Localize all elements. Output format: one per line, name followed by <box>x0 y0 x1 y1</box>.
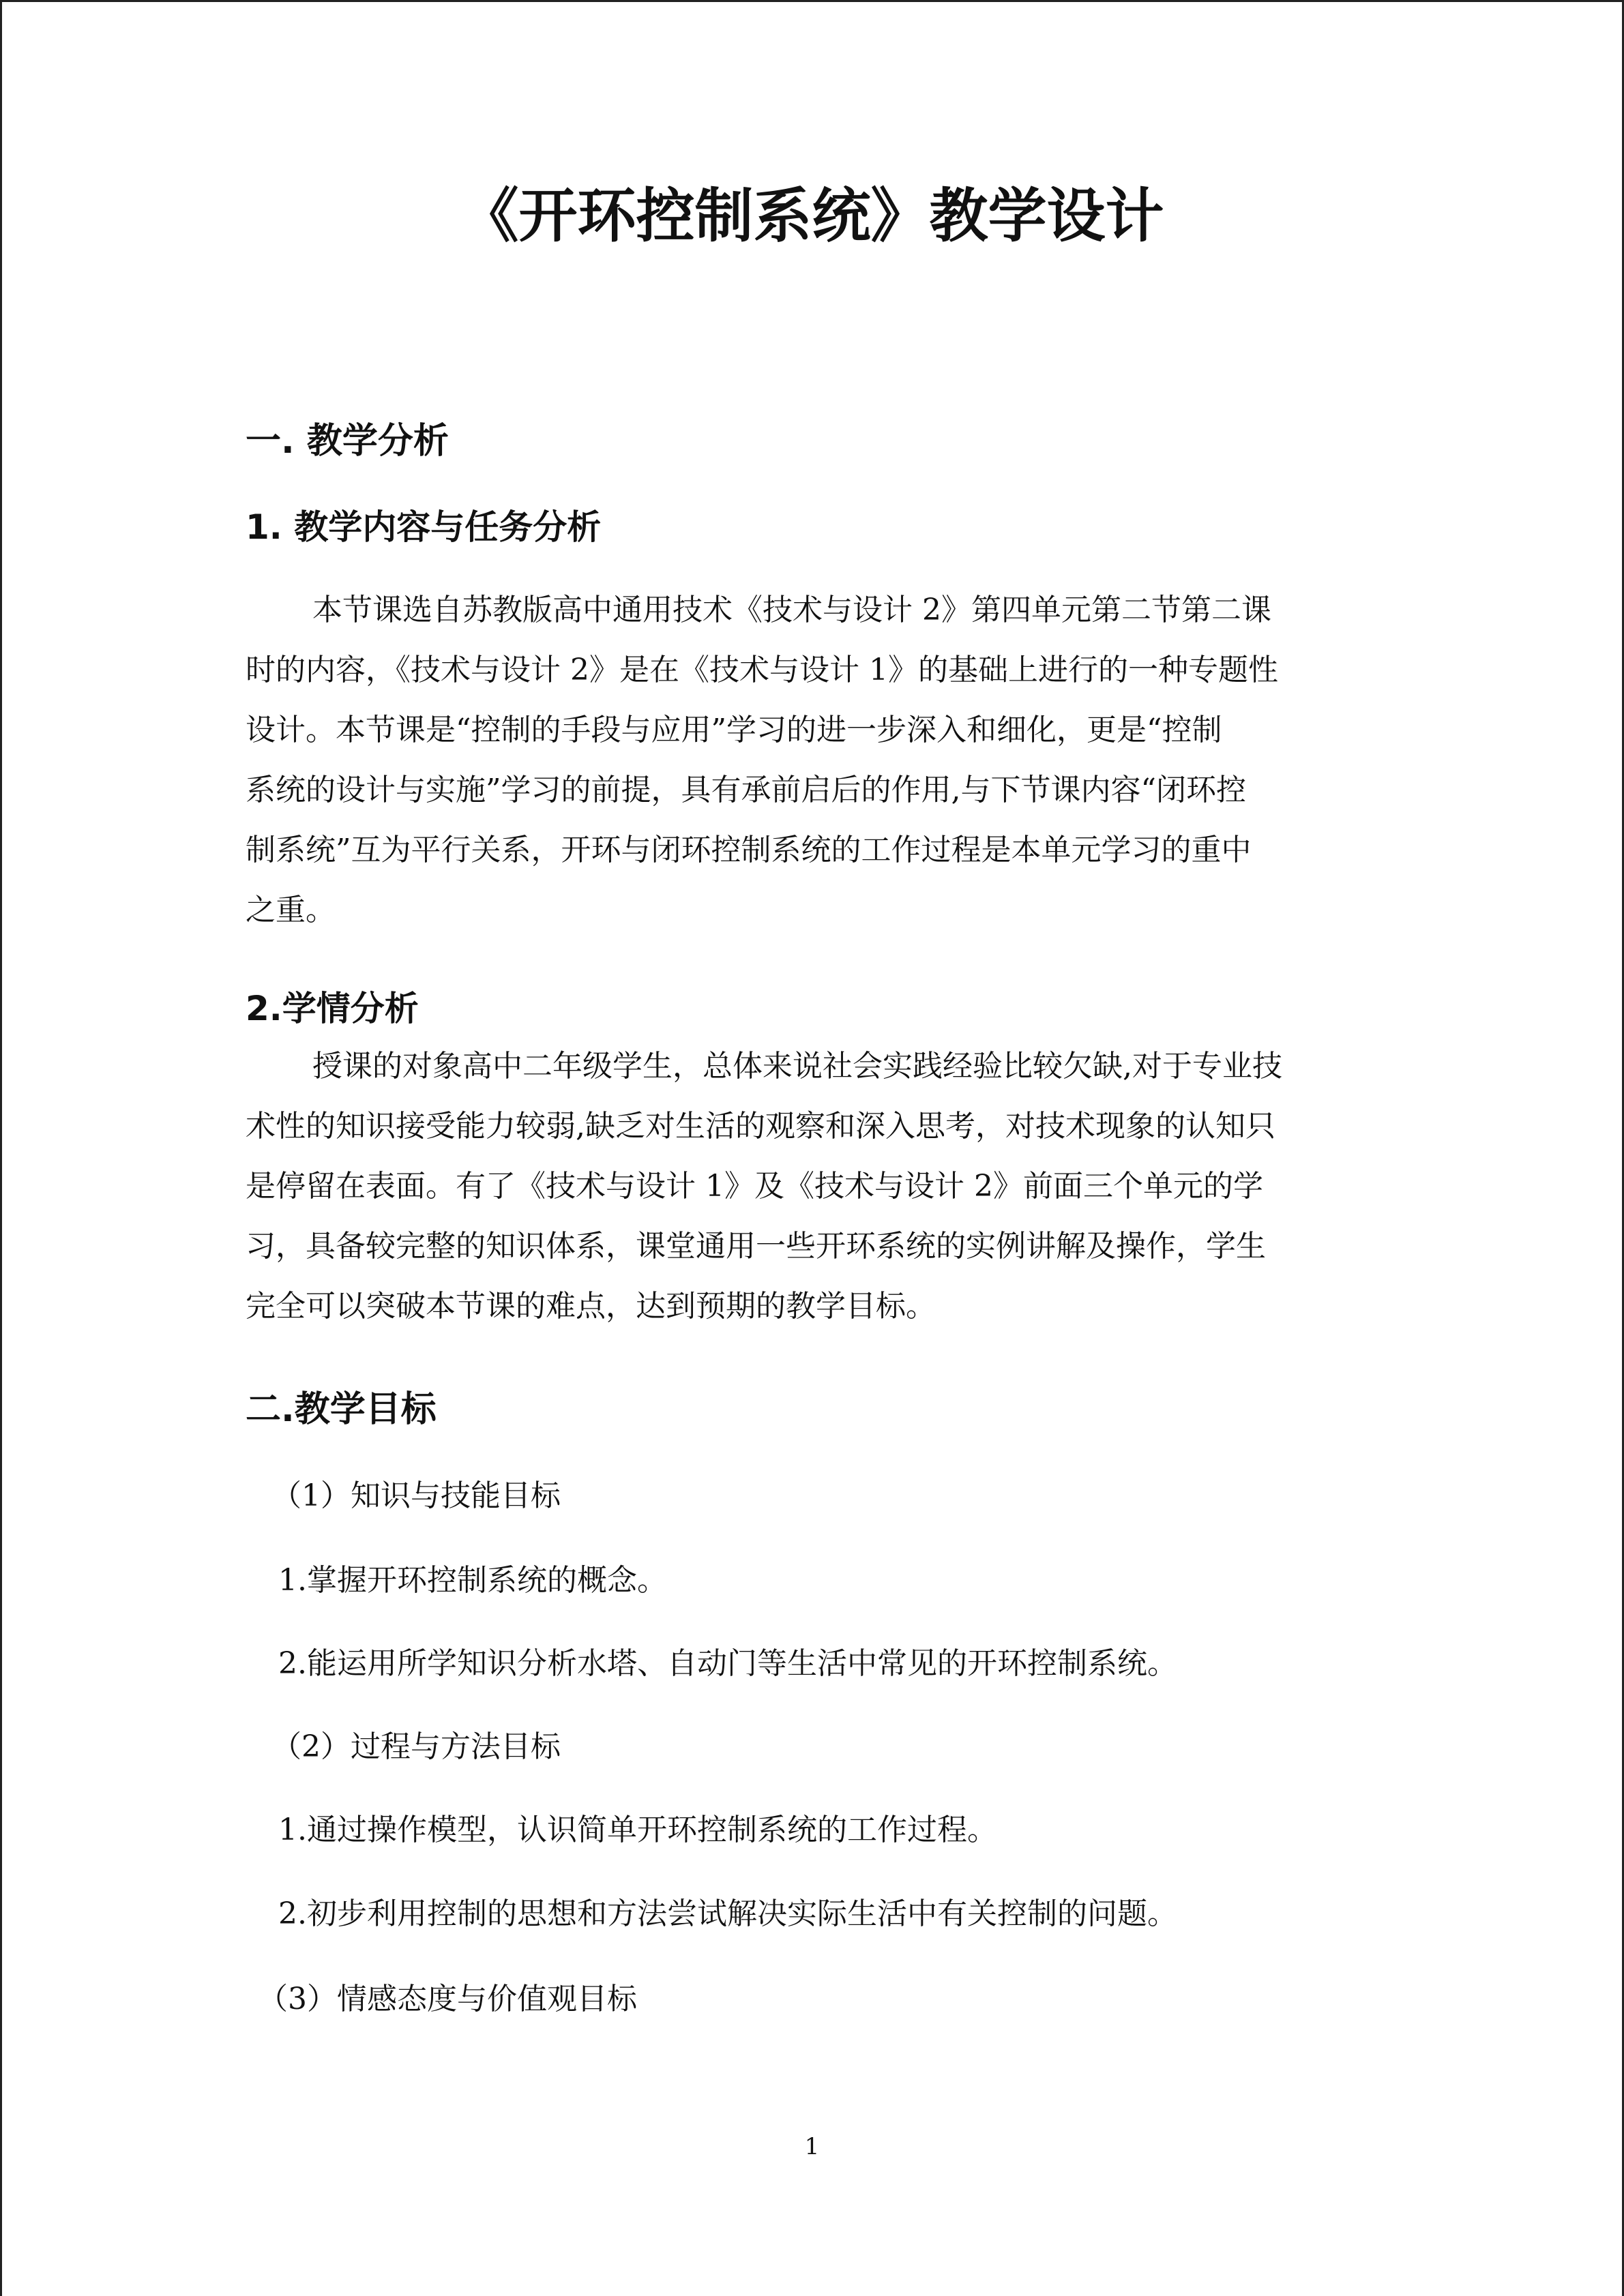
objective-item: 1.通过操作模型，认识简单开环控制系统的工作过程。 <box>278 1813 997 1847</box>
page-border-left <box>0 0 2 2296</box>
objective-item: 1.掌握开环控制系统的概念。 <box>278 1563 667 1598</box>
paragraph-line: 术性的知识接受能力较弱,缺乏对生活的观察和深入思考，对技术现象的认知只 <box>246 1109 1275 1144</box>
page-number: 1 <box>804 2133 820 2160</box>
subsection-heading-content-analysis: 1. 教学内容与任务分析 <box>246 507 602 547</box>
objective-heading-process-methods: （2）过程与方法目标 <box>271 1729 561 1764</box>
section-heading-teaching-analysis: 一. 教学分析 <box>246 421 449 462</box>
objective-item: 2.能运用所学知识分析水塔、自动门等生活中常见的开环控制系统。 <box>278 1646 1177 1681</box>
paragraph-line: 是停留在表面。有了《技术与设计 1》及《技术与设计 2》前面三个单元的学 <box>246 1169 1263 1204</box>
paragraph-line: 制系统”互为平行关系，开环与闭环控制系统的工作过程是本单元学习的重中 <box>246 833 1252 867</box>
paragraph-line: 时的内容，《技术与设计 2》是在《技术与设计 1》的基础上进行的一种专题性 <box>246 653 1278 687</box>
paragraph-line: 之重。 <box>246 893 336 927</box>
paragraph-content-analysis <box>246 580 1385 940</box>
paragraph-line: 本节课选自苏教版高中通用技术《技术与设计 2》第四单元第二节第二课 <box>312 593 1271 627</box>
objective-item: 2.初步利用控制的思想和方法尝试解决实际生活中有关控制的问题。 <box>278 1896 1177 1931</box>
paragraph-learner-analysis <box>246 1037 1385 1337</box>
objective-heading-knowledge-skills: （1）知识与技能目标 <box>271 1478 561 1513</box>
paragraph-line: 系统的设计与实施”学习的前提，具有承前启后的作用,与下节课内容“闭环控 <box>246 773 1246 807</box>
paragraph-line: 设计。本节课是“控制的手段与应用”学习的进一步深入和细化，更是“控制 <box>246 713 1222 747</box>
objective-heading-emotion-values: （3）情感态度与价值观目标 <box>258 1982 637 2016</box>
subsection-heading-learner-analysis: 2.学情分析 <box>246 989 419 1028</box>
document-title: 《开环控制系统》教学设计 <box>460 182 1164 250</box>
paragraph-line: 授课的对象高中二年级学生，总体来说社会实践经验比较欠缺,对于专业技 <box>312 1049 1282 1084</box>
paragraph-line: 完全可以突破本节课的难点，达到预期的教学目标。 <box>246 1289 936 1324</box>
page-border-top <box>0 0 1624 2</box>
section-heading-teaching-objectives: 二.教学目标 <box>246 1389 437 1430</box>
paragraph-line: 习，具备较完整的知识体系，课堂通用一些开环系统的实例讲解及操作，学生 <box>246 1229 1266 1264</box>
